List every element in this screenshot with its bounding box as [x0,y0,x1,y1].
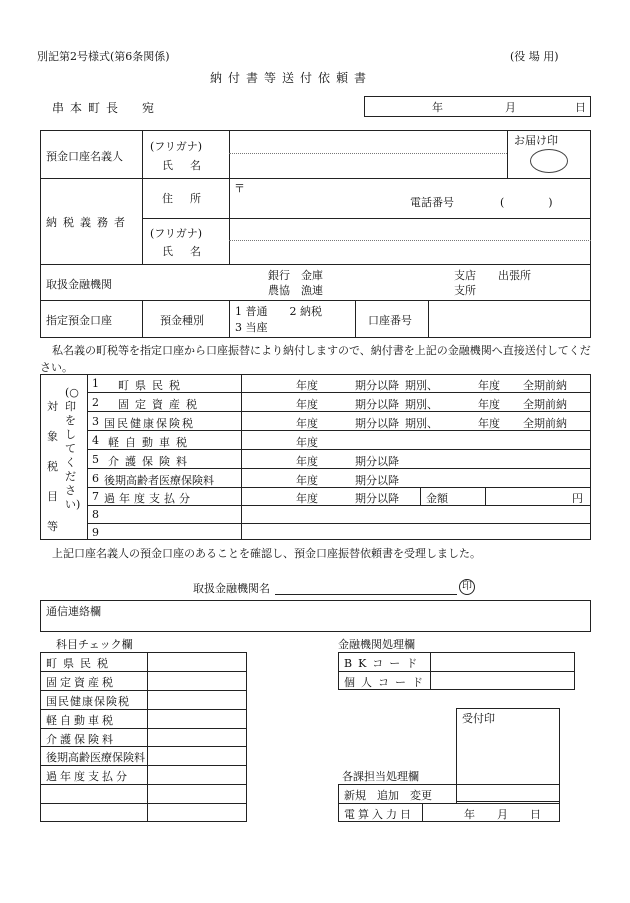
form-id: 別記第2号様式(第6条関係) [37,50,170,63]
check-title: 科目チェック欄 [56,638,133,651]
addressee: 串本町長 宛 [52,101,161,115]
subject-period: 期分以降 [355,398,399,411]
subject-name: 町県民税 [118,379,186,392]
institution-label: 取扱金融機関 [46,278,112,291]
subject-num: 8 [92,508,99,521]
subject-num: 2 [92,396,99,409]
account-holder-name-label: 氏 名 [162,159,204,172]
confirm-text: 上記口座名義人の預金口座のあることを確認し、預金口座振替依頼書を受理しました。 [52,547,481,560]
taxpayer-label: 納税義務者 [46,216,131,229]
subject-num: 4 [92,434,99,447]
request-text: 私名義の町税等を指定口座から口座振替により納付しますので、納付書を上記の金融機関へ直接送付してください。 [40,344,591,374]
page-title: 納付書等送付依頼書 [210,71,373,85]
institution-bank: 銀行 金庫 [268,269,323,282]
subject-term: 期別、 [405,417,438,430]
subject-name: 国民健康保険税 [104,417,195,430]
subject-amount-label: 金額 [426,492,448,505]
account-number-label: 口座番号 [368,314,412,327]
institution-branch2: 支所 [454,284,476,297]
account-types-line2: 3 当座 [235,321,268,334]
subject-term: 期別、 [405,379,438,392]
date-day: 日 [575,101,586,114]
dept-options: 新規 追加 変更 [344,789,432,802]
subject-prepay: 全期前納 [523,379,567,392]
subject-year: 年度 [296,474,318,487]
subject-period: 期分以降 [355,379,399,392]
subject-num: 6 [92,472,99,485]
comm-box[interactable] [40,600,591,632]
comm-label: 通信連絡欄 [46,605,101,618]
received-seal-label: 受付印 [462,712,495,725]
subject-period: 期分以降 [355,474,399,487]
check-item: 過年度支払分 [46,770,130,783]
institution-agri: 農協 漁連 [268,284,323,297]
subjects-side-note: (○印をしてください) [65,386,81,511]
subject-name: 後期高齢者医療保険料 [104,474,214,487]
check-item: 国民健康保険税 [46,695,130,708]
subject-name: 過年度支払分 [104,492,194,505]
check-item: 町県民税 [46,657,114,670]
account-holder-label: 預金口座名義人 [46,150,123,163]
phone-label: 電話番号 [410,196,454,209]
subject-year2: 年度 [478,398,500,411]
subject-prepay: 全期前納 [523,417,567,430]
subject-num: 9 [92,526,99,539]
subjects-side-label: 対象税目等 [47,400,58,533]
bk-code-label: BKコード [344,657,424,670]
subject-num: 1 [92,377,99,390]
input-date-ymd: 年 月 日 [464,808,541,821]
seal-label: お届け印 [514,134,558,147]
account-holder-furigana: (フリガナ) [150,140,203,153]
subject-year: 年度 [296,398,318,411]
subject-num: 3 [92,415,99,428]
institution-branch1: 支店 出張所 [454,269,531,282]
institution-name-label: 取扱金融機関名 [193,582,270,595]
subject-name: 介護保険料 [108,455,193,468]
subject-name: 固定資産税 [118,398,203,411]
account-label: 指定預金口座 [46,314,112,327]
subject-year: 年度 [296,492,318,505]
check-item: 後期高齢医療保険料 [46,751,145,764]
check-item: 軽自動車税 [46,714,116,727]
postal-mark: 〒 [234,182,245,195]
taxpayer-address-label: 住 所 [162,192,204,205]
subject-year: 年度 [296,455,318,468]
date-box[interactable] [364,96,591,117]
input-date-label: 電算入力日 [344,808,414,821]
taxpayer-furigana: (フリガナ) [150,227,203,240]
subject-yen: 円 [572,492,583,505]
subject-num: 7 [92,490,99,503]
subject-period: 期分以降 [355,417,399,430]
institution-name-line[interactable] [275,594,457,595]
personal-code-label: 個人コード [344,676,429,689]
date-month: 月 [505,101,516,114]
phone-parens: ( ) [500,196,553,209]
check-item: 固定資産税 [46,676,116,689]
subject-period: 期分以降 [355,455,399,468]
subject-year: 年度 [296,417,318,430]
dept-processing-title: 各課担当処理欄 [342,770,419,783]
subject-year: 年度 [296,379,318,392]
subject-term: 期別、 [405,398,438,411]
seal-circle [530,149,568,173]
subject-num: 5 [92,453,99,466]
subject-year2: 年度 [478,379,500,392]
office-use-label: (役 場 用) [510,50,559,63]
subject-prepay: 全期前納 [523,398,567,411]
subject-name: 軽自動車税 [108,436,193,449]
check-item: 介護保険料 [46,733,116,746]
date-year: 年 [432,101,443,114]
subject-year2: 年度 [478,417,500,430]
seal-mark: 印 [459,579,475,595]
subject-period: 期分以降 [355,492,399,505]
account-types-line1: 1 普通 2 納税 [235,305,322,318]
account-type-label: 預金種別 [160,314,204,327]
subject-year: 年度 [296,436,318,449]
taxpayer-name-label: 氏 名 [162,245,204,258]
bank-processing-title: 金融機関処理欄 [338,638,415,651]
